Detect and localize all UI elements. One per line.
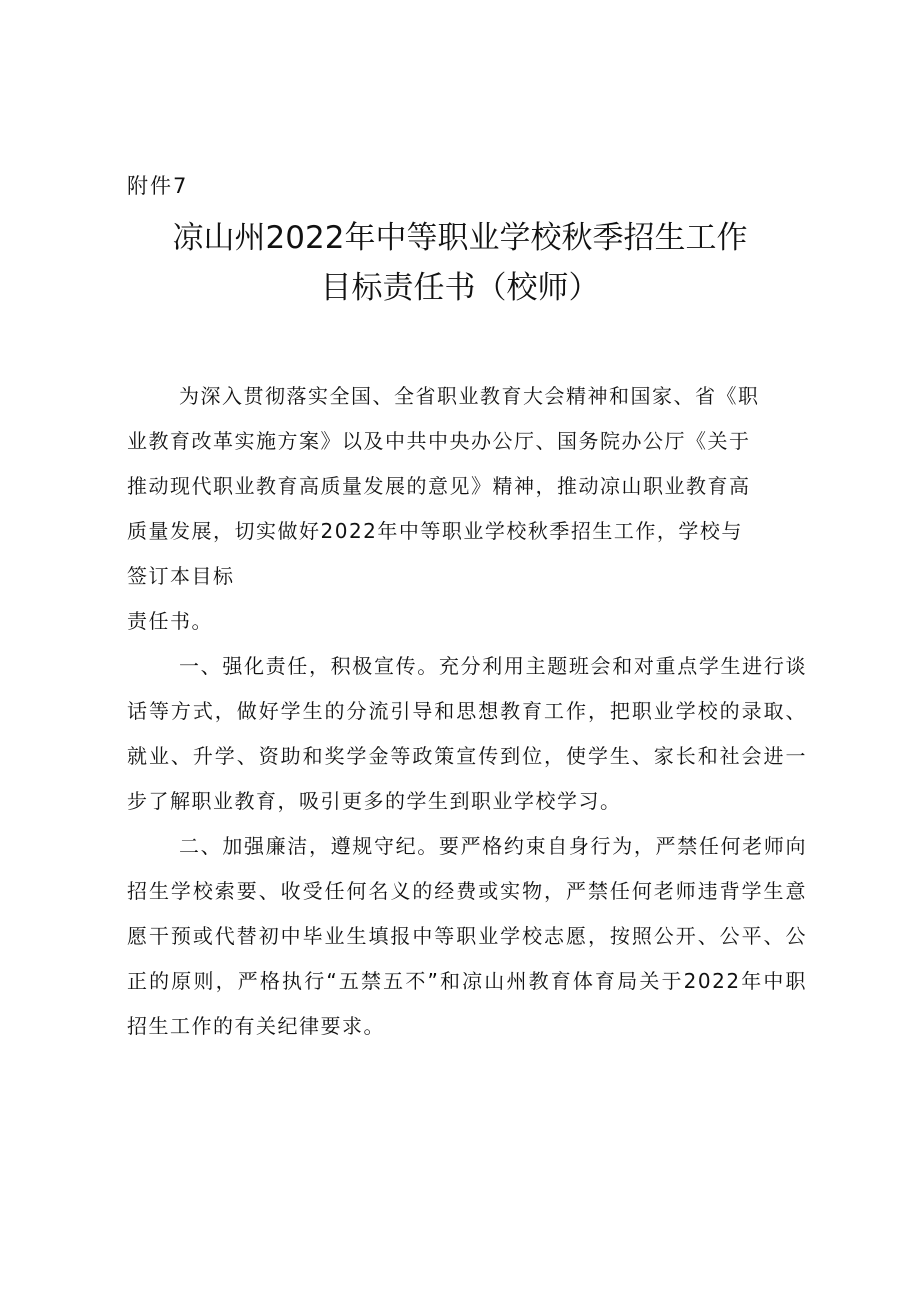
intro-line: 为深入贯彻落实全国、全省职业教育大会精神和国家、省《职 — [179, 384, 760, 408]
section-2-paragraph: 二、加强廉洁，遵规守纪。要严格约束自身行为，严禁任何老师向招生学校索要、收受任何名义的经费或实物，严禁任何老师违背学生意愿干预或代替初中毕业生填报中等职业学校志愿，按照公开、公平、公正的原则，严格执行“五禁五不”和凉山州教育体育局关于2022年中职招生工作的有关纪律要求。 — [127, 834, 807, 1038]
intro-line: 责任书。 — [127, 609, 213, 633]
intro-line: 业教育改革实施方案》以及中共中央办公厅、国务院办公厅《关于 — [127, 429, 751, 453]
intro-line: 质量发展，切实做好2022年中等职业学校秋季招生工作，学校与 — [127, 519, 743, 543]
intro-line: 签订本目标 — [127, 564, 235, 588]
section-1-paragraph: 一、强化责任，积极宣传。充分利用主题班会和对重点学生进行谈话等方式，做好学生的分流引导和思想教育工作，把职业学校的录取、就业、升学、资助和奖学金等政策宣传到位，使学生、家长和社会进一步了解职业教育，吸引更多的学生到职业学校学习。 — [127, 654, 807, 813]
intro-paragraph — [127, 374, 807, 644]
intro-line: 推动现代职业教育高质量发展的意见》精神，推动凉山职业教育高 — [127, 474, 751, 498]
attachment-label: 附件7 — [127, 174, 189, 198]
document-title-line-1: 凉山州2022年中等职业学校秋季招生工作 — [172, 220, 748, 256]
document-title-line-2: 目标责任书（校师） — [320, 270, 600, 306]
